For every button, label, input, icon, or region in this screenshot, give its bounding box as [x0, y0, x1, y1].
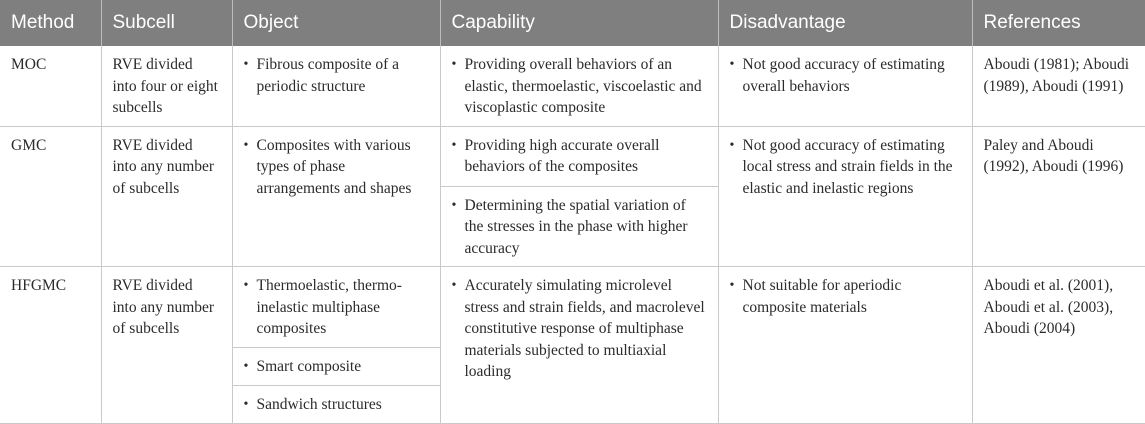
bullet-text: Not suitable for aperiodic composite materials [742, 277, 902, 316]
cell-method: GMC [0, 126, 101, 267]
bullet-item [244, 135, 429, 200]
bullet-text: Not good accuracy of estimating overall behaviors [742, 56, 945, 95]
bullet-icon: • [451, 57, 457, 72]
bullet-item [452, 195, 707, 260]
bullet-icon: • [243, 57, 249, 72]
bullet-item [452, 135, 707, 178]
bullet-text: Sandwich structures [256, 395, 382, 413]
bullet-icon: • [451, 137, 457, 153]
bullet-icon: • [243, 278, 249, 293]
cell-references: Aboudi et al. (2001), Aboudi et al. (2003), Aboudi (2004) [972, 267, 1145, 424]
bullet-text: Composites with various types of phase arrangements and shapes [256, 136, 412, 197]
cell-method: HFGMC [0, 267, 101, 424]
table-row-hfgmc [0, 267, 1145, 348]
bullet-item [244, 275, 429, 340]
bullet-icon: • [729, 137, 735, 153]
bullet-icon: • [243, 396, 249, 412]
cell-disadvantage [718, 126, 972, 267]
bullet-icon: • [451, 197, 457, 213]
cell-capability [440, 126, 718, 186]
table-header [0, 0, 1145, 46]
bullet-text: Accurately simulating microlevel stress and strain fields, and macrolevel constitutive response of multiphase materials subjected to multiaxial loading [464, 277, 705, 380]
bullet-icon: • [243, 358, 249, 374]
bullet-text: Smart composite [256, 357, 362, 375]
cell-object [232, 385, 440, 423]
cell-subcell: RVE divided into any number of subcells [101, 267, 232, 424]
header-disadvantage: Disadvantage [718, 0, 972, 46]
bullet-text: Not good accuracy of estimating local stress and strain fields in the elastic and inelastic regions [742, 136, 953, 197]
cell-capability [440, 267, 718, 424]
cell-subcell: RVE divided into four or eight subcells [101, 46, 232, 126]
cell-method: MOC [0, 46, 101, 126]
bullet-item [244, 54, 429, 97]
bullet-item [244, 356, 429, 378]
header-method: Method [0, 0, 101, 46]
bullet-text: Providing high accurate overall behaviors of the composites [464, 136, 660, 175]
cell-disadvantage [718, 267, 972, 424]
cell-capability [440, 186, 718, 267]
header-references: References [972, 0, 1145, 46]
bullet-icon: • [729, 57, 735, 72]
cell-object [232, 126, 440, 267]
bullet-text: Determining the spatial variation of the stresses in the phase with higher accuracy [464, 196, 688, 257]
bullet-icon: • [729, 278, 735, 293]
bullet-item [452, 54, 707, 119]
cell-capability [440, 46, 718, 126]
cell-object [232, 46, 440, 126]
bullet-text: Providing overall behaviors of an elastic, thermoelastic, viscoelastic and viscoplastic composite [464, 56, 702, 116]
bullet-item [730, 135, 961, 200]
header-capability: Capability [440, 0, 718, 46]
bullet-text: Fibrous composite of a periodic structure [256, 56, 399, 95]
cell-references: Paley and Aboudi (1992), Aboudi (1996) [972, 126, 1145, 267]
header-subcell: Subcell [101, 0, 232, 46]
table-body [0, 46, 1145, 423]
bullet-item [730, 275, 961, 318]
bullet-item [452, 275, 707, 383]
cell-object [232, 347, 440, 385]
cell-references: Aboudi (1981); Aboudi (1989), Aboudi (1991) [972, 46, 1145, 126]
table-row-gmc [0, 126, 1145, 186]
cell-subcell: RVE divided into any number of subcells [101, 126, 232, 267]
cell-disadvantage [718, 46, 972, 126]
bullet-item [244, 394, 429, 416]
bullet-text: Thermoelastic, thermo-inelastic multiphase composites [256, 277, 402, 337]
bullet-icon: • [243, 137, 249, 153]
header-row [0, 0, 1145, 46]
bullet-icon: • [451, 278, 457, 293]
table-row-moc [0, 46, 1145, 126]
bullet-item [730, 54, 961, 97]
cell-object [232, 267, 440, 348]
header-object: Object [232, 0, 440, 46]
